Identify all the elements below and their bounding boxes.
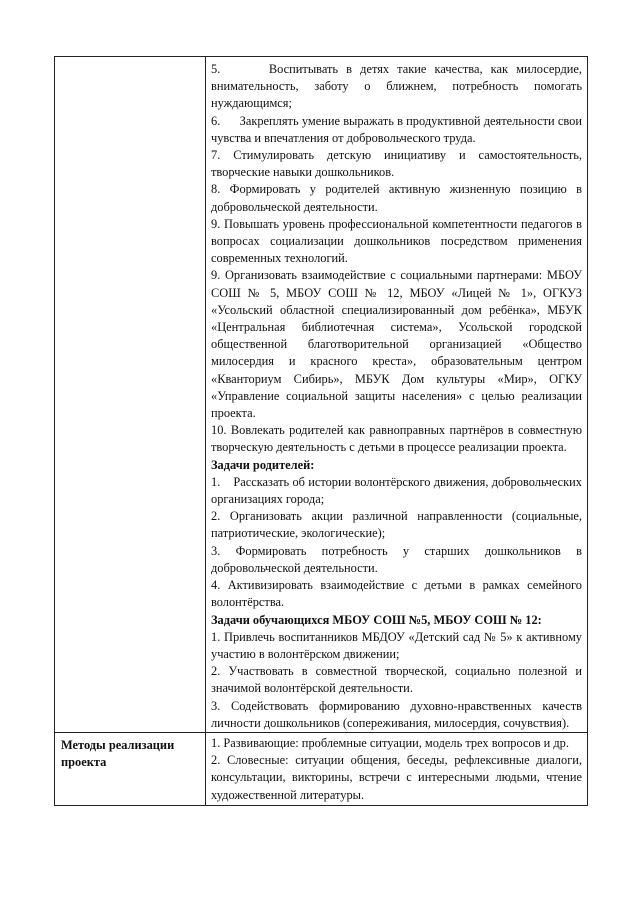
goal-item: 5. Воспитывать в детях такие качества, как милосердие, внимательность, заботу о ближнем, потребность помогать нуждающимся; — [211, 62, 582, 111]
tasks-row — [55, 57, 588, 733]
parents-task-item: 2. Организовать акции различной направленности (социальные, патриотические, экологические); — [211, 509, 582, 541]
goal-item: 9. Повышать уровень профессиональной компетентности педагогов в вопросах социализации дошкольников посредством применения современных технологий. — [211, 216, 582, 266]
project-table — [54, 56, 588, 806]
students-task-item: 1. Привлечь воспитанников МБДОУ «Детский сад № 5» к активному участию в волонтёрском движении; — [211, 629, 582, 661]
tasks-label-cell — [55, 57, 206, 733]
goal-item: 9. Организовать взаимодействие с социальными партнерами: МБОУ СОШ № 5, МБОУ СОШ № 12, МБОУ «Лицей № 1», ОГКУЗ «Усольский областной специализированный дом ребёнка», МБУК «Центральная библиотечная система», Усольской городской общественной благотворительной организацией «Общество милосердия и красного креста», образовательным центром «Кванториум Сибирь», МБУК Дом культуры «Мир», ОГКУ «Управление социальной защиты населения» с целью реализации проекта. — [211, 268, 582, 421]
students-task-item: 2. Участвовать в совместной творческой, социально полезной и значимой волонтёрской деятельности. — [211, 664, 582, 696]
goal-item: 6. Закреплять умение выражать в продуктивной деятельности свои чувства и впечатления от добровольческого труда. — [211, 113, 582, 145]
students-task-item: 3. Содействовать формированию духовно-нравственных качеств личности дошкольников (сопереживания, милосердия, сочувствия). — [211, 698, 582, 730]
methods-label-cell — [55, 732, 206, 805]
methods-row — [55, 732, 588, 805]
tasks-content-cell — [206, 57, 588, 733]
method-item: 2. Словесные: ситуации общения, беседы, рефлексивные диалоги, консультации, викторины, встречи с интересными людьми, чтение художественной литературы. — [211, 753, 582, 802]
methods-label: Методы реализации проекта — [61, 737, 175, 769]
parents-task-item: 4. Активизировать взаимодействие с детьми в рамках семейного волонтёрства. — [211, 578, 582, 610]
methods-content-cell — [206, 732, 588, 805]
students-heading: Задачи обучающихся МБОУ СОШ №5, МБОУ СОШ № 12: — [211, 612, 542, 627]
goal-item: 8. Формировать у родителей активную жизненную позицию в добровольческой деятельности. — [211, 182, 582, 214]
parents-task-item: 3. Формировать потребность у старших дошкольников в добровольческой деятельности. — [211, 543, 582, 575]
method-item: 1. Развивающие: проблемные ситуации, модель трех вопросов и др. — [211, 735, 569, 750]
goal-item: 7. Стимулировать детскую инициативу и самостоятельность, творческие навыки дошкольников. — [211, 148, 582, 180]
parents-heading: Задачи родителей: — [211, 457, 315, 472]
goal-item: 10. Вовлекать родителей как равноправных партнёров в совместную творческую деятельность с детьми в процессе реализации проекта. — [211, 423, 582, 455]
parents-task-item: 1. Рассказать об истории волонтёрского движения, добровольческих организациях города; — [211, 474, 582, 507]
